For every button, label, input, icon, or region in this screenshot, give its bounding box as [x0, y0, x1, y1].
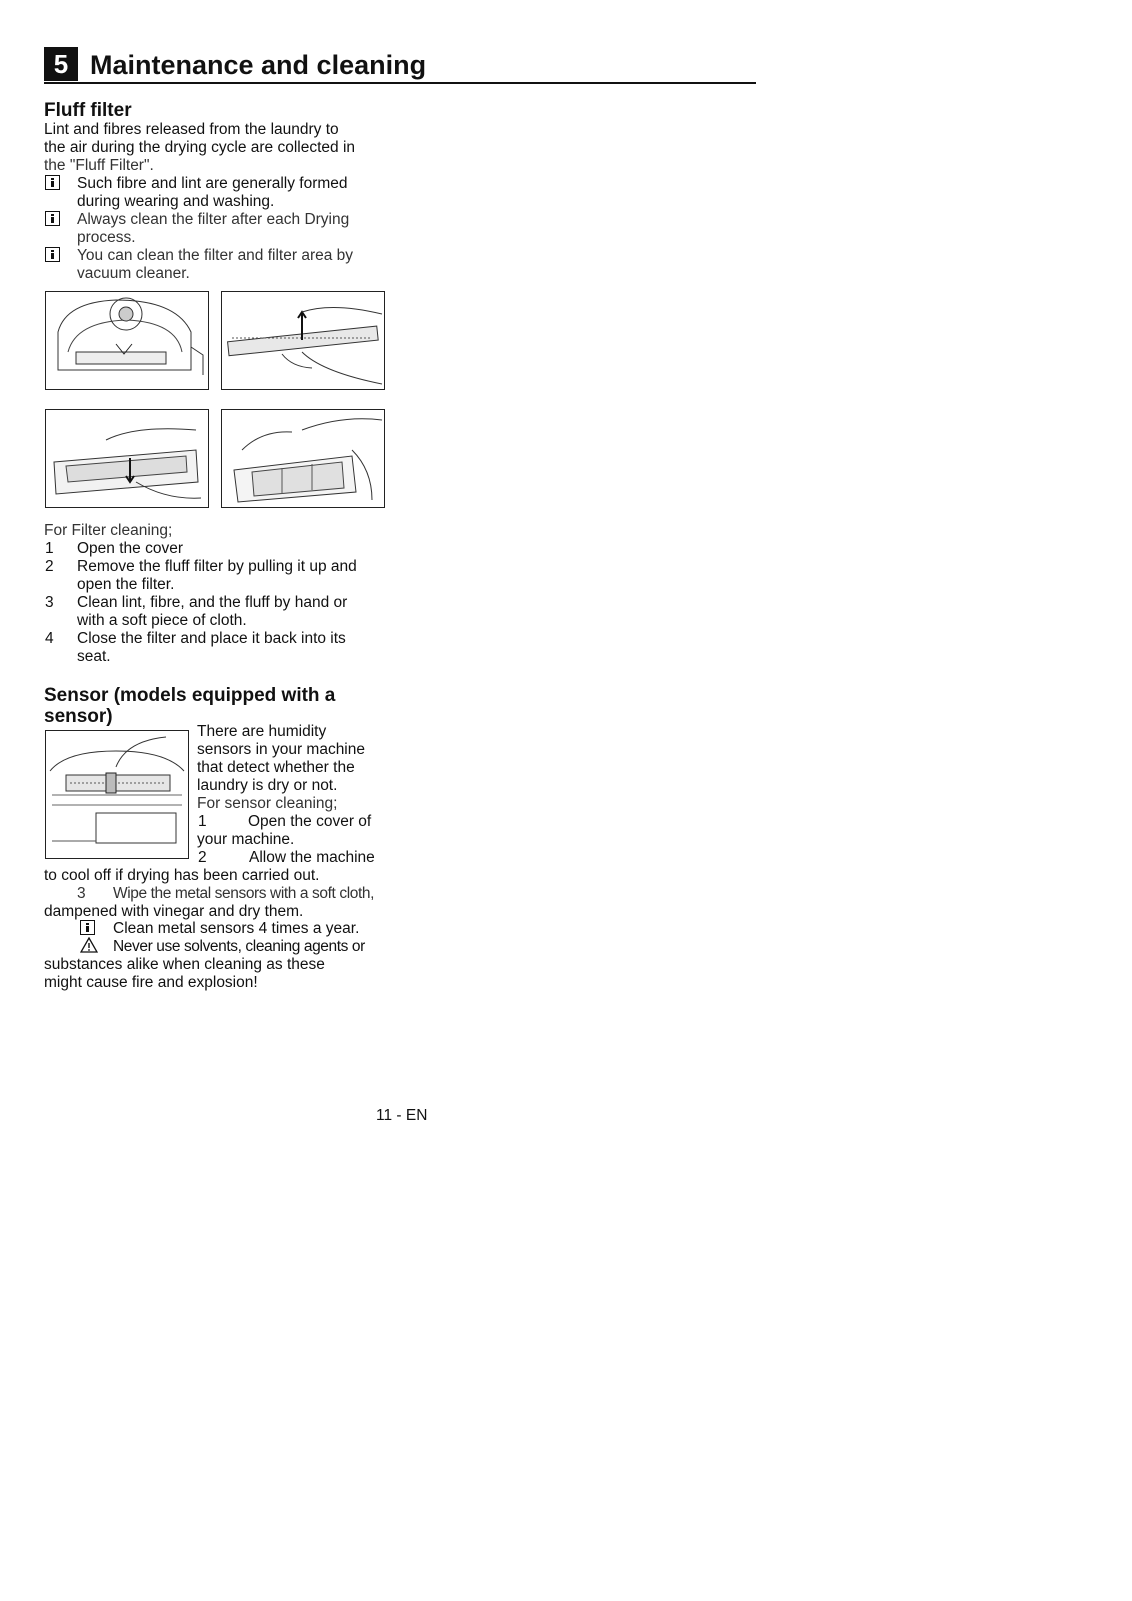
sensor-step-number: 2 — [198, 849, 207, 866]
illustration-open-cover — [45, 291, 209, 390]
sensor-step-text: Open the cover of — [248, 813, 372, 830]
page-number: 11 - EN — [376, 1107, 428, 1124]
sensor-step-text: your machine. — [197, 831, 295, 848]
sensor-step-number: 1 — [198, 813, 207, 830]
note-line: during wearing and washing. — [77, 193, 275, 210]
step-line: seat. — [77, 648, 111, 665]
info-icon — [45, 211, 60, 226]
step-text — [77, 558, 357, 594]
step-line: Remove the fluff filter by pulling it up and — [77, 558, 357, 575]
step-line: Close the filter and place it back into its — [77, 630, 346, 647]
sensor-warning-line: might cause fire and explosion! — [44, 974, 258, 991]
sensor-steps-intro: For sensor cleaning; — [197, 795, 338, 812]
filter-steps-intro: For Filter cleaning; — [44, 522, 173, 539]
fluff-note-2 — [77, 211, 349, 247]
sensor-intro-line: that detect whether the — [197, 759, 355, 776]
sensor-warning-line: substances alike when cleaning as these — [44, 956, 325, 973]
sensor-intro-line: laundry is dry or not. — [197, 777, 338, 794]
step-line: open the filter. — [77, 576, 175, 593]
section-number: 5 — [44, 47, 78, 81]
step-line: with a soft piece of cloth. — [77, 612, 247, 629]
step-text — [77, 540, 183, 558]
note-line: Such fibre and lint are generally formed — [77, 175, 348, 192]
step-line: Open the cover — [77, 540, 183, 557]
sensor-intro-line: There are humidity — [197, 723, 327, 740]
illustration-clean-filter — [221, 409, 385, 508]
info-icon — [45, 247, 60, 262]
step-text — [77, 630, 346, 666]
sensor-step-text: Wipe the metal sensors with a soft cloth, — [113, 885, 374, 902]
step-text — [77, 594, 347, 630]
fluff-filter-heading: Fluff filter — [44, 100, 132, 121]
fluff-intro-line: the air during the drying cycle are collected in — [44, 139, 356, 156]
sensor-heading — [44, 685, 335, 727]
note-line: process. — [77, 229, 136, 246]
fluff-note-3 — [77, 247, 353, 283]
sensor-intro — [197, 723, 365, 795]
step-number: 3 — [45, 594, 54, 611]
fluff-intro-line: Lint and fibres released from the laundry to — [44, 121, 339, 138]
note-line: Always clean the filter after each Drying — [77, 211, 350, 228]
illustration-remove-filter — [221, 291, 385, 390]
illustration-open-filter — [45, 409, 209, 508]
info-icon — [80, 920, 95, 935]
sensor-heading-line: Sensor (models equipped with a — [44, 685, 336, 706]
step-line: Clean lint, fibre, and the fluff by hand or — [77, 594, 348, 611]
note-line: vacuum cleaner. — [77, 265, 190, 282]
fluff-note-1 — [77, 175, 348, 211]
illustration-sensor — [45, 730, 189, 859]
sensor-intro-line: sensors in your machine — [197, 741, 365, 758]
sensor-info-note: Clean metal sensors 4 times a year. — [113, 920, 360, 937]
note-line: You can clean the filter and filter area by — [77, 247, 354, 264]
sensor-step-text: Allow the machine — [249, 849, 375, 866]
warning-icon — [80, 937, 98, 953]
section-title: Maintenance and cleaning — [90, 50, 427, 80]
section-header — [44, 44, 756, 84]
sensor-warning-line: Never use solvents, cleaning agents or — [113, 938, 365, 955]
fluff-intro-line: the "Fluff Filter". — [44, 157, 154, 174]
step-number: 4 — [45, 630, 54, 647]
sensor-step-number: 3 — [77, 885, 86, 902]
step-number: 1 — [45, 540, 54, 557]
sensor-step-text: to cool off if drying has been carried out. — [44, 867, 320, 884]
info-icon — [45, 175, 60, 190]
step-number: 2 — [45, 558, 54, 575]
sensor-heading-line: sensor) — [44, 706, 113, 727]
sensor-step-text: dampened with vinegar and dry them. — [44, 903, 304, 920]
fluff-intro — [44, 121, 355, 175]
